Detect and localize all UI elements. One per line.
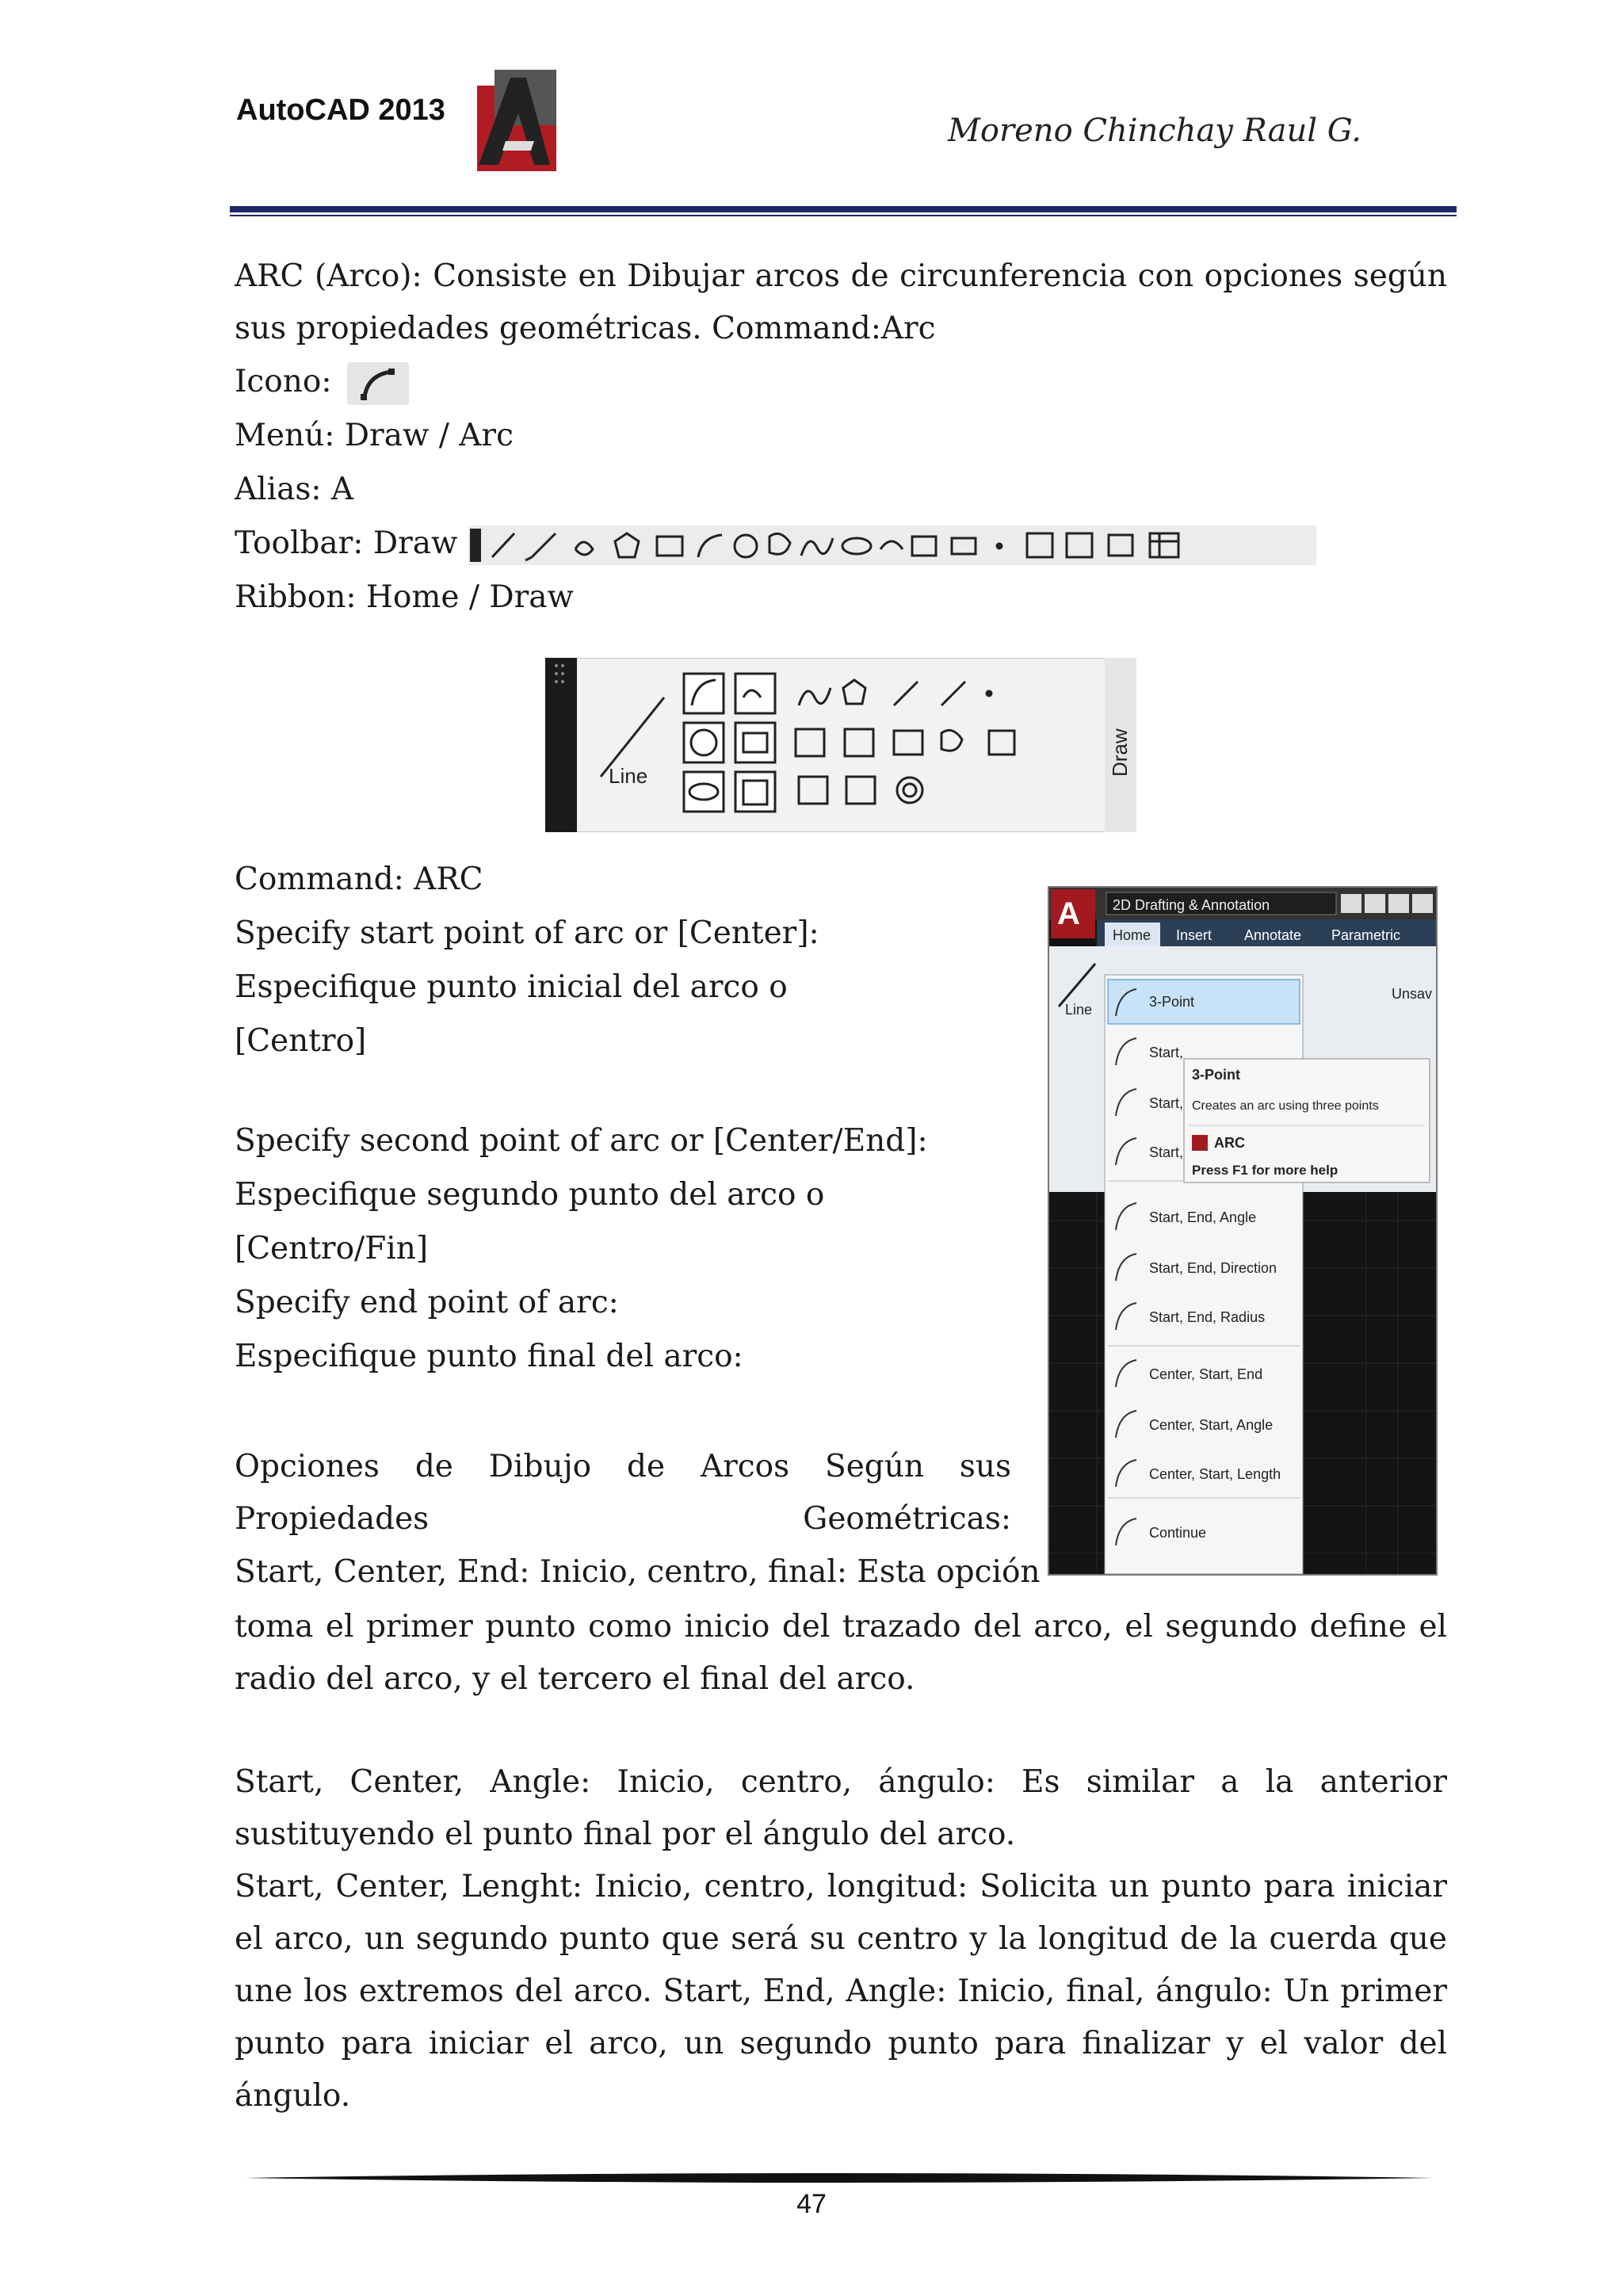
- menu-item-start-1: Start,: [1149, 1045, 1184, 1060]
- footer-rule: [246, 2172, 1433, 2184]
- command-line-1: Command: ARC: [235, 861, 483, 897]
- option-start-center-end-intro: Start, Center, End: Inicio, centro, final: Esta opción: [235, 1554, 1041, 1590]
- command-line-2: Specify start point of arc or [Center]:: [235, 915, 819, 951]
- ribbon-line: Ribbon: Home / Draw: [235, 579, 574, 615]
- menu-item-center-start-length: Center, Start, Length: [1149, 1466, 1281, 1482]
- tooltip-description: Creates an arc using three points: [1192, 1099, 1379, 1113]
- draw-toolbar-icon: [468, 525, 1316, 565]
- menu-item-continue: Continue: [1149, 1525, 1207, 1541]
- ribbon-panel-title: Draw: [1108, 728, 1132, 777]
- command-line-6: Specify second point of arc or [Center/End]:: [235, 1123, 928, 1159]
- arc-definition: Consiste en Dibujar arcos de circunferencia con opciones según sus propiedades geométricas. Command:Arc: [235, 258, 1447, 346]
- options-heading-block: [235, 1441, 1041, 1599]
- menu-line-label: Line: [1065, 1002, 1093, 1018]
- tab-insert: Insert: [1176, 927, 1212, 943]
- command-block: [235, 853, 1027, 1384]
- menu-line: Menú: Draw / Arc: [235, 418, 514, 453]
- alias-line: Alias: A: [235, 472, 354, 507]
- command-line-7: Especifique segundo punto del arco o: [235, 1177, 825, 1213]
- svg-text:A: A: [1057, 896, 1080, 931]
- autocad-logo: [471, 70, 558, 173]
- options-heading: Opciones de Dibujo de Arcos Según sus Propiedades Geométricas:: [235, 1449, 1011, 1537]
- header-title: AutoCAD 2013: [236, 94, 445, 127]
- menu-item-center-start-end: Center, Start, End: [1149, 1366, 1263, 1382]
- menu-item-start-end-angle: Start, End, Angle: [1149, 1209, 1257, 1225]
- toolbar-label: Toolbar: Draw: [235, 525, 458, 561]
- tab-parametric: Parametric: [1331, 927, 1401, 943]
- command-line-9: Specify end point of arc:: [235, 1285, 619, 1320]
- workspace-selector: 2D Drafting & Annotation: [1113, 897, 1270, 913]
- intro-paragraph: [235, 250, 1447, 355]
- options-paragraphs: [235, 1756, 1447, 2122]
- command-line-8: [Centro/Fin]: [235, 1231, 429, 1266]
- option-start-center-end-rest: toma el primer punto como inicio del trazado del arco, el segundo define el radio del arco, y el tercero el final del arco.: [235, 1609, 1447, 1697]
- header-rule: [230, 206, 1457, 217]
- menu-item-3-point: 3-Point: [1149, 994, 1195, 1010]
- menu-item-center-start-angle: Center, Start, Angle: [1149, 1417, 1274, 1433]
- ribbon-draw-panel: [545, 658, 1136, 832]
- page-number: 47: [796, 2189, 827, 2219]
- tooltip-help: Press F1 for more help: [1192, 1163, 1338, 1178]
- option-start-center-angle: Start, Center, Angle: Inicio, centro, ángulo: Es similar a la anterior sustituyendo el punto final por el ángulo del arco.: [235, 1764, 1447, 1852]
- icon-line: [235, 355, 1447, 409]
- tooltip-title: 3-Point: [1192, 1067, 1240, 1083]
- menu-item-start-3: Start,: [1149, 1144, 1184, 1160]
- command-line-3: Especifique punto inicial del arco o: [235, 969, 788, 1005]
- toolbar-line: [235, 517, 1447, 571]
- ribbon-line-label: Line: [609, 764, 648, 788]
- command-line-10: Especifique punto final del arco:: [235, 1339, 743, 1374]
- icon-label: Icono:: [235, 364, 332, 399]
- menu-unsaved-label: Unsav: [1392, 986, 1433, 1002]
- command-line-4: [Centro]: [235, 1023, 367, 1059]
- intro-section: [235, 250, 1447, 625]
- tooltip-command: ARC: [1214, 1135, 1245, 1151]
- options-paragraph-1: [235, 1601, 1447, 1706]
- menu-item-start-2: Start,: [1149, 1095, 1184, 1111]
- arc-term: ARC (Arco):: [235, 258, 422, 294]
- menu-item-start-end-direction: Start, End, Direction: [1149, 1260, 1277, 1276]
- arc-icon: [347, 362, 409, 405]
- tab-annotate: Annotate: [1244, 927, 1302, 943]
- option-start-center-length: Start, Center, Lenght: Inicio, centro, longitud: Solicita un punto para iniciar el arco, un segundo punto que será su centro y la longitud de la cuerda que une los extremos del arco. Start, End, Angle: Inicio, final, ángulo: Un primer punto para iniciar el arco, un segundo punto para finalizar y el valor del ángulo.: [235, 1869, 1447, 2114]
- command-gap: [235, 1068, 1027, 1114]
- menu-item-start-end-radius: Start, End, Radius: [1149, 1309, 1266, 1325]
- header-author: Moreno Chinchay Raul G.: [947, 113, 1361, 149]
- tab-home: Home: [1113, 927, 1151, 943]
- arc-menu-screenshot: [1048, 886, 1438, 1576]
